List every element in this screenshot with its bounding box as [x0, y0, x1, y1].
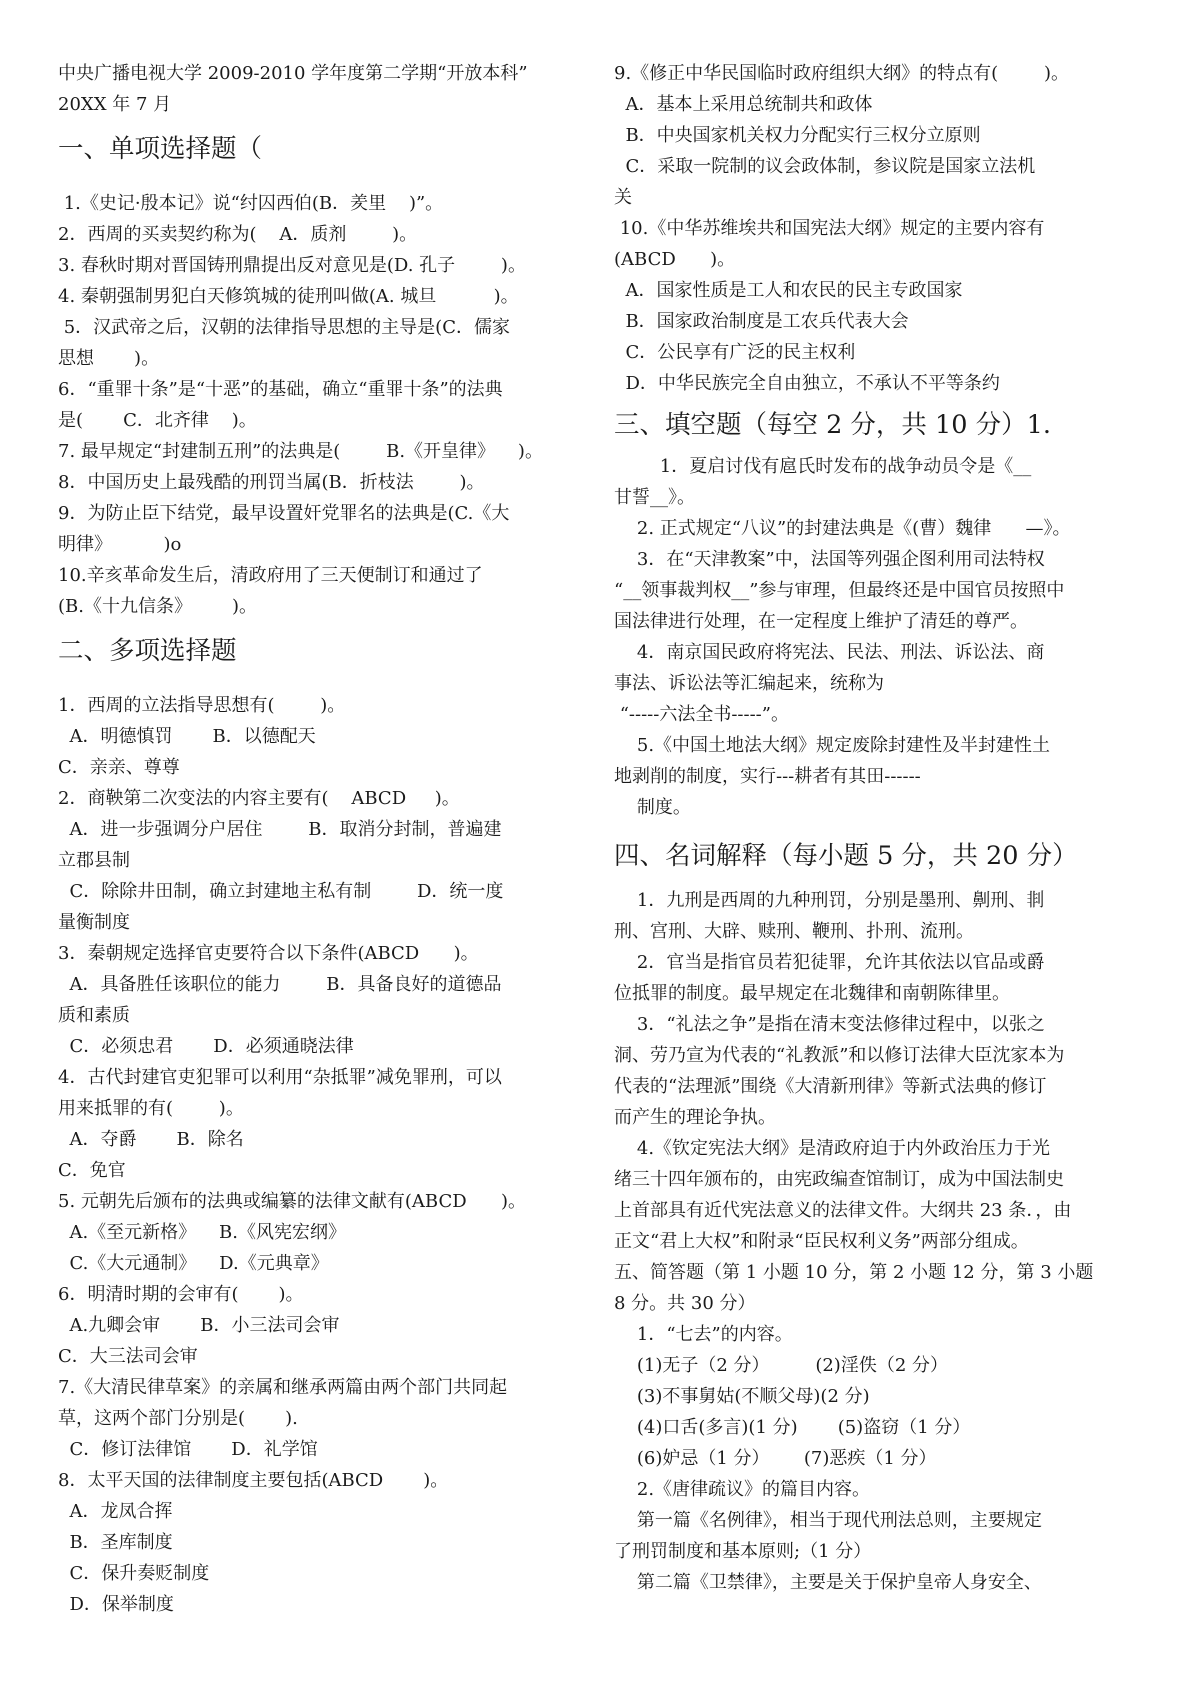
text-line: 3. 春秋时期对晋国铸刑鼎提出反对意见是(D. 孔子 )。	[58, 255, 526, 276]
text-line: 用来抵罪的有( )。	[58, 1098, 244, 1119]
text-line: 7. 最早规定“封建制五刑”的法典是( B.《开皇律》 )。	[58, 441, 543, 462]
text-line: 9．为防止臣下结党，最早设置奸党罪名的法典是(C.《大	[58, 503, 510, 524]
text-line: C．免官	[58, 1160, 126, 1181]
text-line: “__领事裁判权__”参与审理，但最终还是中国官员按照中	[614, 580, 1065, 601]
text-line: B．中央国家机关权力分配实行三权分立原则	[614, 125, 981, 146]
text-line: 了刑罚制度和基本原则;（1 分）	[614, 1541, 872, 1562]
text-line: B．圣库制度	[58, 1532, 173, 1553]
section-heading: 四、名词解释（每小题 5 分，共 20 分）	[614, 841, 1078, 871]
text-line: 草，这两个部门分别是( ).	[58, 1408, 298, 1429]
text-line: 8．太平天国的法律制度主要包括(ABCD )。	[58, 1470, 449, 1491]
text-line: (B.《十九信条》 )。	[58, 596, 258, 617]
text-line: (1)无子（2 分） (2)淫佚（2 分）	[614, 1355, 949, 1376]
text-line: 上首部具有近代宪法意义的法律文件。大纲共 23 条．，由	[614, 1200, 1072, 1221]
text-line: 6．明清时期的会审有( )。	[58, 1284, 304, 1305]
text-line: 明律》 )o	[58, 534, 182, 555]
text-line: A．具备胜任该职位的能力 B．具备良好的道德品	[58, 974, 502, 995]
section-heading: 三、填空题（每空 2 分，共 10 分）1.	[614, 410, 1051, 440]
text-line: 位抵罪的制度。最早规定在北魏律和南朝陈律里。	[614, 983, 1010, 1004]
text-line: 2．官当是指官员若犯徒罪，允许其依法以官品或爵	[614, 952, 1045, 973]
text-line: 而产生的理论争执。	[614, 1107, 776, 1128]
text-line: (ABCD )。	[614, 249, 736, 270]
text-line: 2．西周的买卖契约称为( A．质剂 )。	[58, 224, 418, 245]
text-line: 2.《唐律疏议》的篇目内容。	[614, 1479, 871, 1500]
text-line: D．中华民族完全自由独立，不承认不平等条约	[614, 373, 1000, 394]
text-line: 4．南京国民政府将宪法、民法、刑法、诉讼法、商	[614, 642, 1045, 663]
text-line: 思想 )。	[58, 348, 160, 369]
text-line: C．大三法司会审	[58, 1346, 198, 1367]
text-line: 地剥削的制度，实行---耕者有其田------	[614, 766, 921, 787]
text-line: 洞、劳乃宣为代表的“礼教派”和以修订法律大臣沈家本为	[614, 1045, 1065, 1066]
text-line: A.《至元新格》 B.《风宪宏纲》	[58, 1222, 346, 1243]
text-line: 关	[614, 187, 632, 208]
text-line: C．保升奏贬制度	[58, 1563, 210, 1584]
text-line: 4. 秦朝强制男犯白天修筑城的徒刑叫做(A. 城旦 )。	[58, 286, 519, 307]
text-line: (4)口舌(多言)(1 分) (5)盗窃（1 分）	[614, 1417, 971, 1438]
text-line: 4．古代封建官吏犯罪可以利用“杂抵罪”减免罪刑，可以	[58, 1067, 502, 1088]
section-heading: 二、多项选择题	[58, 636, 237, 666]
text-line: C.《大元通制》 D.《元典章》	[58, 1253, 329, 1274]
text-line: 代表的“法理派”围绕《大清新刑律》等新式法典的修订	[614, 1076, 1047, 1097]
text-line: 国法律进行处理，在一定程度上维护了清廷的尊严。	[614, 611, 1028, 632]
text-line: C．采取一院制的议会政体制，参议院是国家立法机	[614, 156, 1036, 177]
text-line: C．修订法律馆 D．礼学馆	[58, 1439, 318, 1460]
text-line: (3)不事舅姑(不顺父母)(2 分)	[614, 1386, 870, 1407]
text-line: A．基本上采用总统制共和政体	[614, 94, 873, 115]
text-line: C．亲亲、尊尊	[58, 757, 180, 778]
text-line: 1.《史记·殷本记》说“纣囚西伯(B．羑里 )”。	[58, 193, 444, 214]
text-line: A．进一步强调分户居住 B．取消分封制，普遍建	[58, 819, 502, 840]
text-line: 8．中国历史上最残酷的刑罚当属(B．折枝法 )。	[58, 472, 485, 493]
text-line: 1．西周的立法指导思想有( )。	[58, 695, 346, 716]
spacer	[58, 680, 578, 690]
text-line: 第二篇《卫禁律》，主要是关于保护皇帝人身安全、	[614, 1572, 1042, 1593]
spacer	[58, 178, 578, 188]
text-line: 6．“重罪十条”是“十恶”的基础，确立“重罪十条”的法典	[58, 379, 503, 400]
text-line: (6)妒忌（1 分） (7)恶疾（1 分）	[614, 1448, 937, 1469]
text-line: C．必须忠君 D．必须通晓法律	[58, 1036, 354, 1057]
text-line: “-----六法全书-----”。	[614, 704, 789, 725]
text-line: 事法、诉讼法等汇编起来，统称为	[614, 673, 884, 694]
text-line: C．除除井田制，确立封建地主私有制 D．统一度	[58, 881, 504, 902]
text-line: 5. 元朝先后颁布的法典或编纂的法律文献有(ABCD )。	[58, 1191, 527, 1212]
text-line: 3．“礼法之争”是指在清末变法修律过程中，以张之	[614, 1014, 1045, 1035]
text-line: 是( C．北齐律 )。	[58, 410, 257, 431]
text-line: 五、简答题（第 1 小题 10 分，第 2 小题 12 分，第 3 小题	[614, 1262, 1094, 1283]
text-line: 中央广播电视大学 2009-2010 学年度第二学期“开放本科”	[58, 63, 528, 84]
text-line: 5．汉武帝之后，汉朝的法律指导思想的主导是(C．儒家	[58, 317, 510, 338]
text-line: 刑、宫刑、大辟、赎刑、鞭刑、扑刑、流刑。	[614, 921, 974, 942]
text-line: 质和素质	[58, 1005, 130, 1026]
text-line: A．龙凤合挥	[58, 1501, 173, 1522]
text-line: A．国家性质是工人和农民的民主专政国家	[614, 280, 963, 301]
text-line: 立郡县制	[58, 850, 130, 871]
text-line: D．保举制度	[58, 1594, 174, 1615]
text-line: 甘誓__》。	[614, 487, 695, 508]
text-line: 3．秦朝规定选择官吏要符合以下条件(ABCD )。	[58, 943, 479, 964]
text-line: B．国家政治制度是工农兵代表大会	[614, 311, 909, 332]
text-line: 10.辛亥革命发生后，清政府用了三天便制订和通过了	[58, 565, 483, 586]
text-line: 2．商鞅第二次变法的内容主要有( ABCD )。	[58, 788, 460, 809]
text-line: 4.《钦定宪法大纲》是清政府迫于内外政治压力于光	[614, 1138, 1051, 1159]
right-column	[614, 58, 1134, 1598]
text-line: A．夺爵 B．除名	[58, 1129, 244, 1150]
text-line: 正文“君上大权”和附录“臣民权利义务”两部分组成。	[614, 1231, 1029, 1252]
text-line: 9.《修正中华民国临时政府组织大纲》的特点有( )。	[614, 63, 1069, 84]
text-line: 3．在“天津教案”中，法国等列强企图利用司法特权	[614, 549, 1045, 570]
text-line: 1．夏启讨伐有扈氏时发布的战争动员令是《__	[614, 456, 1032, 477]
text-line: 第一篇《名例律》，相当于现代刑法总则，主要规定	[614, 1510, 1042, 1531]
text-line: 2. 正式规定“八议”的封建法典是《(曹）魏律 —》。	[614, 518, 1071, 539]
left-column	[58, 58, 578, 1620]
text-line: 8 分。共 30 分）	[614, 1293, 756, 1314]
text-line: 5.《中国土地法大纲》规定废除封建性及半封建性土	[614, 735, 1051, 756]
text-line: 1．“七去”的内容。	[614, 1324, 793, 1345]
text-line: A．明德慎罚 B．以德配天	[58, 726, 316, 747]
text-line: A.九卿会审 B．小三法司会审	[58, 1315, 340, 1336]
text-line: 7.《大清民律草案》的亲属和继承两篇由两个部门共同起	[58, 1377, 508, 1398]
text-line: C．公民享有广泛的民主权利	[614, 342, 856, 363]
text-line: 1．九刑是西周的九种刑罚，分别是墨刑、劓刑、剕	[614, 890, 1045, 911]
text-line: 量衡制度	[58, 912, 130, 933]
text-line: 20XX 年 7 月	[58, 94, 172, 115]
text-line: 绪三十四年颁布的，由宪政编查馆制订，成为中国法制史	[614, 1169, 1064, 1190]
text-line: 制度。	[614, 797, 691, 818]
text-line: 10.《中华苏维埃共和国宪法大纲》规定的主要内容有	[614, 218, 1045, 239]
section-heading: 一、单项选择题（	[58, 134, 263, 164]
